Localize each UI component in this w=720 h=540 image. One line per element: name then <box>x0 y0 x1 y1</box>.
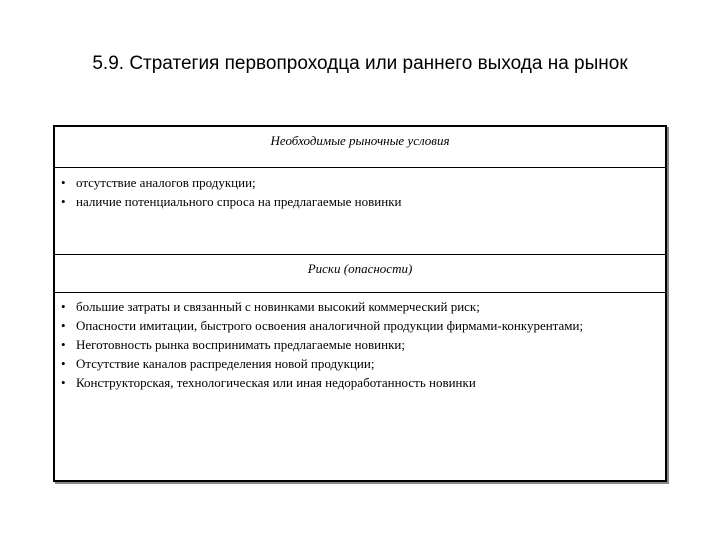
list-item: • отсутствие аналогов продукции; <box>61 173 657 192</box>
risks-list <box>61 297 657 392</box>
list-item: • Отсутствие каналов распределения новой продукции; <box>61 354 657 373</box>
divider-line <box>55 254 665 255</box>
risks-heading: Риски (опасности) <box>307 261 413 276</box>
list-item: • большие затраты и связанный с новинками высокий коммерческий риск; <box>61 297 657 316</box>
list-item: • Конструкторская, технологическая или иная недоработанность новинки <box>61 373 657 392</box>
divider-line <box>55 292 665 293</box>
market-conditions-list <box>61 173 657 211</box>
list-item: • Опасности имитации, быстрого освоения аналогичной продукции фирмами-конкурентами; <box>61 316 657 335</box>
list-item: • Неготовность рынка воспринимать предлагаемые новинки; <box>61 335 657 354</box>
market-conditions-heading: Необходимые рыночные условия <box>270 133 450 148</box>
divider-line <box>55 167 665 168</box>
slide-title: 5.9. Стратегия первопроходца или раннего выхода на рынок <box>92 53 628 74</box>
list-item: • наличие потенциального спроса на предлагаемые новинки <box>61 192 657 211</box>
strategy-table <box>53 125 667 482</box>
